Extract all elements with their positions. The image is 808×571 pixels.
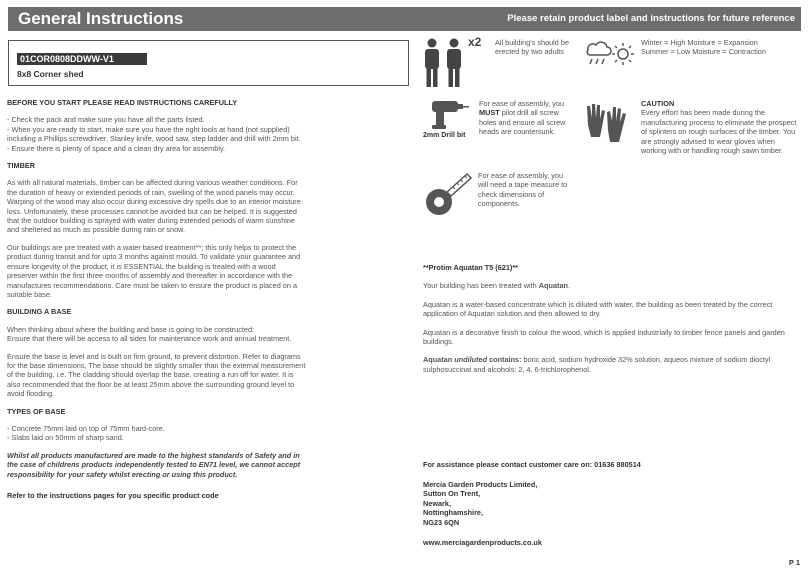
drill-icon — [423, 98, 469, 130]
refer-note: Refer to the instructions pages for you specific product code — [7, 491, 219, 500]
drill-text: For ease of assembly, you MUST pilot drill all screw holes and ensure all screw heads are countersunk. — [479, 99, 566, 137]
base-body-2: Ensure the base is level and is built on firm ground, to prevent distortion. Refer to diagrams for the base dimensions, The base should be slightly smaller than the external measurement of the building, i.e. The cladding should overlap the base, creating a run off for water. It is also recommended that the floor be at least 25mm above the surrounding ground level to avoid flooding. — [7, 351, 306, 399]
tape-measure-icon — [423, 172, 473, 218]
timber-body-2: Our buildings are pre treated with a water based treatment**; this only helps to protect the product during transit and for upto 3 months against mould. To validate your guarantee and ensure longevity of the product, it is ESSENTIAL the building is treated with a wood preserver within the first three months of assembly and thereafter in accordance with the manufactures recommendations. Care must be taken to ensure the product is placed on a suitable base. — [7, 242, 301, 299]
customer-care-line: For assistance please contact customer care on: 01636 880514 — [423, 460, 641, 469]
caution-heading: CAUTION — [641, 99, 675, 108]
types-heading: TYPES OF BASE — [7, 406, 66, 416]
two-adults-icon — [421, 38, 467, 88]
adults-count: x2 — [468, 35, 482, 49]
product-code: 01COR0808DDWW-V1 — [17, 53, 147, 65]
base-body-1: When thinking about where the building and base is going to be constructed: Ensure that there will be access to all sides for maintenance work and annual treatment. — [7, 324, 292, 344]
before-body: - Check the pack and make sure you have all the parts listed. - When you are ready to start, make sure you have the right tools at hand (not supplied) including a Phillips screwdriver, Stanley knife, wood saw, step ladder and drill with 2mm bit. - Ensure there is plenty of space and a clean dry area for assembly. — [7, 115, 301, 153]
retain-notice: Please retain product label and instructions for future reference — [507, 13, 795, 24]
treated-line: Your building has been treated with Aquatan. — [423, 281, 570, 291]
drill-bit-label: 2mm Drill bit — [423, 132, 466, 139]
product-box — [8, 40, 409, 86]
adults-text: All building's should be erected by two adults — [495, 38, 570, 57]
timber-body-1: As with all natural materials, timber can be affected during various weather conditions. For the duration of heavy or extended periods of rain, swelling of the wood panels may occur. Warping of the wood may also occur during excessive dry spells due to an interior moisture loss. Unfortunately, these processes cannot be avoided but can be helped. It is suggested that the outdoor building is sprayed with water during extended periods of warm sunshine and sheltered as much as possible during rain or snow. — [7, 178, 301, 235]
types-body: - Concrete 75mm laid on top of 75mm hard-core. - Slabs laid on 50mm of sharp sand. — [7, 423, 165, 443]
protim-heading: **Protim Aquatan T5 (621)** — [423, 263, 519, 272]
before-heading: BEFORE YOU START PLEASE READ INSTRUCTIONS CAREFULLY — [7, 98, 238, 107]
safety-warning: Whilst all products manufactured are made to the highest standards of Safety and in the case of childrens products independently tested to EN71 level, we cannot accept responsibility for your safety whilst erecting or using this product. — [7, 450, 301, 479]
aquatan-para-1: Aquatan is a water-based concentrate which is diluted with water, the building as been treated by the correct application of Aquatan solution and then allowed to dry. — [423, 299, 773, 319]
timber-heading: TIMBER — [7, 161, 35, 171]
base-heading: BUILDING A BASE — [7, 307, 72, 317]
website-link[interactable]: www.merciagardenproducts.co.uk — [423, 538, 542, 547]
weather-icon — [584, 38, 634, 70]
page-title: General Instructions — [18, 9, 184, 28]
page-number: P 1 — [788, 558, 800, 567]
weather-text: Winter = High Moisture = Expansion Summer = Low Moisture = Contraction — [641, 38, 766, 57]
company-address: Mercia Garden Products Limited, Sutton On Trent, Newark, Nottinghamshire, NG23 6QN — [423, 480, 538, 527]
gloves-icon — [583, 98, 629, 144]
header-bar — [8, 7, 801, 31]
aquatan-contains: Aquatan undiluted contains: boric acid, sodium hydroxide 32% solution, aqueos mixture of sodium dioctyl sulphosuccinat and alcohols: 2, 4, 6-trichlorophenol. — [423, 355, 771, 374]
caution-block — [641, 99, 801, 155]
aquatan-para-2: Aquatan is a decorative finish to colour the wood, which is applied industrially to timber fence panels and garden buildings. — [423, 327, 785, 347]
caution-text: Every effort has been made during the manufacturing process to eliminate the prospect of splinters on rough surfaces of the timber. You are strongly advised to wear gloves when working with or handling rough sawn timber. — [641, 108, 797, 156]
protim-section — [423, 263, 795, 374]
tape-text: For ease of assembly, you will need a tape measure to check dimensions of components. — [478, 171, 568, 209]
left-column — [7, 98, 307, 508]
product-name: 8x8 Corner shed — [17, 69, 84, 79]
